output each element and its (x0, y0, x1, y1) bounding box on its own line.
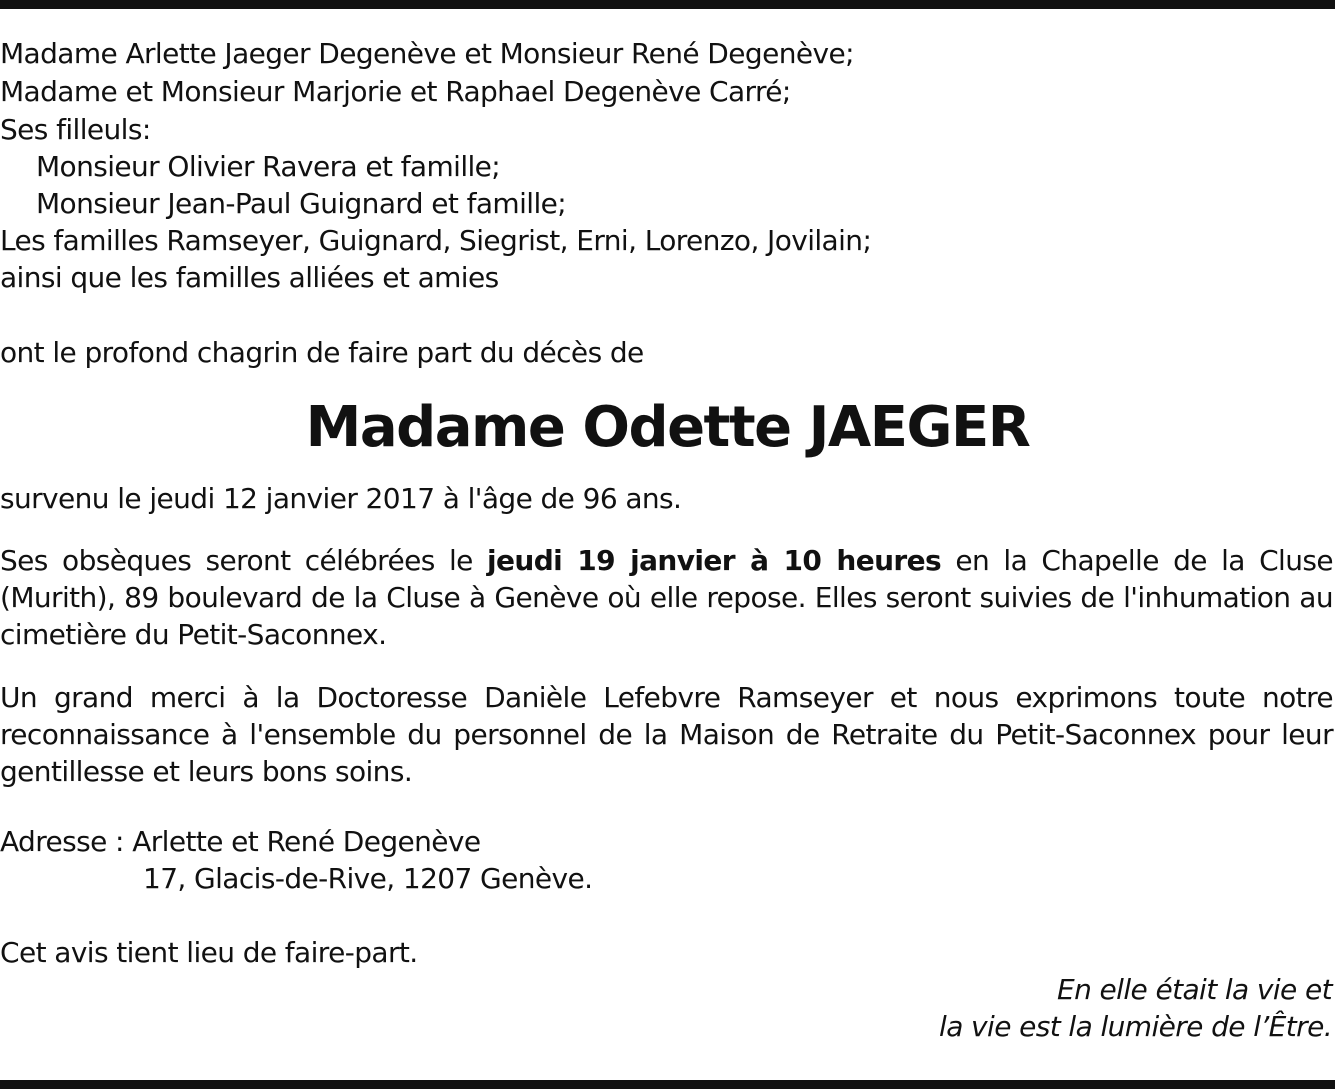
quote-line-1: En elle était la vie et (1057, 973, 1332, 1006)
family-line-2: Madame et Monsieur Marjorie et Raphael Degenève Carré; (0, 75, 791, 108)
quote-line-2: la vie est la lumière de l’Être. (939, 1010, 1332, 1043)
address-line: Adresse : Arlette et René Degenève (0, 825, 481, 858)
closing-line: Cet avis tient lieu de faire-part. (0, 936, 418, 969)
allied-families-line: ainsi que les familles alliées et amies (0, 261, 499, 294)
deceased-name: Madame Odette JAEGER (305, 395, 1030, 460)
godchild-line-1: Monsieur Olivier Ravera et famille; (36, 150, 501, 183)
funeral-text-start: Ses obsèques seront célébrées le (0, 544, 488, 577)
announcement-line: ont le profond chagrin de faire part du décès de (0, 336, 644, 369)
thanks-paragraph: Un grand merci à la Doctoresse Danièle Lefebvre Ramseyer et nous exprimons toute notre reconnaissance à l'ensemble du personnel de la Maison de Retraite du Petit-Saconnex pour leur gentillesse et leurs bons soins. (0, 681, 1333, 788)
godchildren-label: Ses filleuls: (0, 113, 151, 146)
funeral-date-highlight: jeudi 19 janvier à 10 heures (487, 544, 942, 577)
address-street-line: 17, Glacis-de-Rive, 1207 Genève. (143, 862, 593, 895)
funeral-text-end: en la Chapelle de la Cluse (Murith), 89 boulevard de la Cluse à Genève où elle repose. Elles seront suivies de l'inhumation au cimetière du Petit-Saconnex. (0, 544, 1333, 651)
godchild-line-2: Monsieur Jean-Paul Guignard et famille; (36, 187, 567, 220)
funeral-paragraph (0, 542, 1333, 653)
death-info-line: survenu le jeudi 12 janvier 2017 à l'âge de 96 ans. (0, 482, 682, 515)
bottom-border-rule (0, 1080, 1335, 1089)
family-line-1: Madame Arlette Jaeger Degenève et Monsieur René Degenève; (0, 37, 854, 70)
families-line: Les familles Ramseyer, Guignard, Siegrist, Erni, Lorenzo, Jovilain; (0, 224, 872, 257)
